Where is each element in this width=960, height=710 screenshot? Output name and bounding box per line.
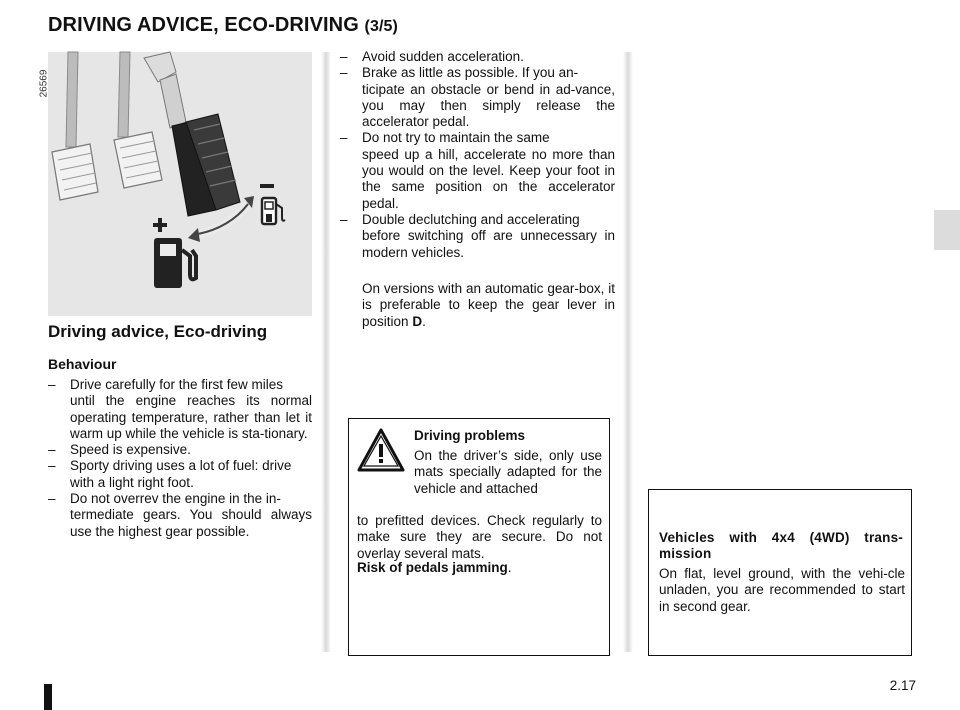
info-box <box>648 489 912 656</box>
list-item: – Do not try to maintain the same speed up a hill, accelerate no more than you would on the level. Keep your foot in the same position on the accelerator pedal. <box>340 130 615 211</box>
warning-box <box>348 418 610 656</box>
behaviour-list <box>48 377 312 540</box>
column-divider <box>623 52 633 652</box>
page-title <box>48 14 398 37</box>
list-item: – Brake as little as possible. If you an- ticipate an obstacle or bend in ad-vance, you may then simply release the accelerator pedal. <box>340 65 615 130</box>
automatic-gearbox-note: On versions with an automatic gear-box, it is preferable to keep the gear lever in position D. <box>362 281 615 329</box>
title-main: DRIVING ADVICE, ECO-DRIVING <box>48 14 359 36</box>
info-text: On flat, level ground, with the vehi-cle unladen, you are recommended to start in second gear. <box>659 566 905 614</box>
advice-list <box>340 49 615 261</box>
behaviour-heading: Behaviour <box>48 356 117 372</box>
list-item: – Sporty driving uses a lot of fuel: drive with a light right foot. <box>48 458 312 491</box>
warning-text: to prefitted devices. Check regularly to make sure they are secure. Do not overlay several mats. <box>357 513 602 561</box>
section-tab <box>934 210 960 250</box>
column-divider <box>321 52 331 652</box>
title-page-indicator: (3/5) <box>364 18 398 35</box>
page-number: 2.17 <box>889 678 916 693</box>
pedals-illustration <box>38 52 312 316</box>
section-heading: Driving advice, Eco-driving <box>48 322 268 341</box>
list-item: – Do not overrev the engine in the in- termediate gears. You should always use the highest gear possible. <box>48 491 312 540</box>
crop-mark <box>44 684 52 710</box>
list-item: – Speed is expensive. <box>48 442 312 458</box>
list-item: – Avoid sudden acceleration. <box>340 49 615 65</box>
list-item: – Double declutching and accelerating before switching off are unnecessary in modern vehicles. <box>340 212 615 261</box>
gear-position: D <box>412 313 423 329</box>
warning-triangle-icon <box>357 428 405 472</box>
warning-text: On the driver’s side, only use mats specially adapted for the vehicle and attached <box>414 448 602 496</box>
figure-code: 26569 <box>38 69 50 98</box>
warning-title: Driving problems <box>414 428 526 443</box>
warning-risk: Risk of pedals jamming. <box>357 560 512 575</box>
list-item: – Drive carefully for the first few miles until the engine reaches its normal operating temperature, rather than let it warm up while the vehicle is sta-tionary. <box>48 377 312 442</box>
info-title: Vehicles with 4x4 (4WD) trans-mission <box>659 530 903 562</box>
